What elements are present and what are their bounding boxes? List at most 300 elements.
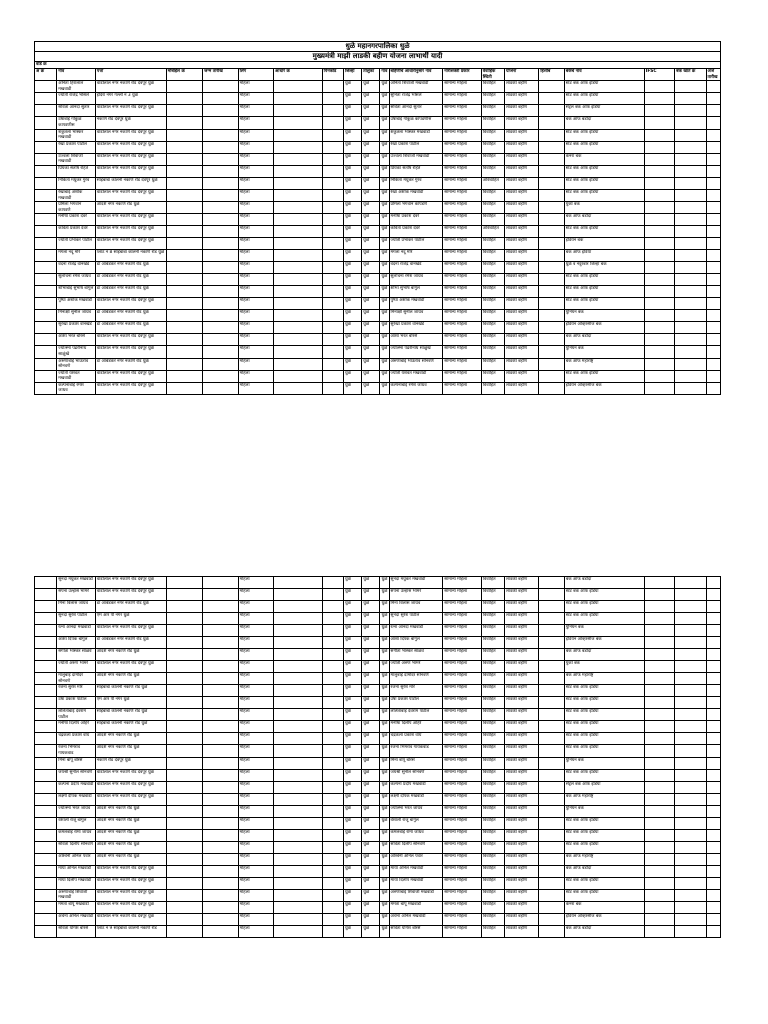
cell-village: धुळे: [380, 202, 389, 214]
cell-nari: सामान्य महिला: [443, 226, 481, 238]
cell-empty: [675, 577, 706, 589]
cell-empty: [35, 141, 57, 153]
cell-empty: [35, 661, 57, 673]
cell-empty: [35, 577, 57, 589]
cell-empty: [322, 637, 343, 649]
cell-empty: [675, 189, 706, 201]
cell-bank: बँक ऑफ बडोदा: [564, 865, 644, 877]
cell-empty: [35, 709, 57, 721]
cell-empty: [35, 625, 57, 637]
cell-bank: स्टेट बँक ऑफ इंडिया: [564, 841, 644, 853]
cell-aadhaar-name: मालुबाई दामोदर सोनवणे: [389, 673, 443, 685]
cell-district: धुळे: [343, 745, 361, 757]
table-row: [35, 613, 721, 625]
cell-address: आदर्श नगर नकाणे रोड धुळे: [95, 841, 166, 853]
cell-empty: [644, 865, 674, 877]
cell-scheme: लाडकी बहीण: [505, 733, 539, 745]
sheet2-body: [35, 577, 721, 938]
cell-empty: [322, 358, 343, 370]
cell-district: धुळे: [343, 165, 361, 177]
cell-empty: [675, 286, 706, 298]
cell-taluka: धुळे: [362, 889, 380, 901]
cell-nari: सामान्य महिला: [443, 238, 481, 250]
cell-address: आदर्श नगर नकाणे रोड धुळे: [95, 202, 166, 214]
cell-aadhaar-name: कविता प्रकाश देवरे: [389, 226, 443, 238]
cell-nari: सामान्य महिला: [443, 274, 481, 286]
cell-marital: विवाहित: [481, 745, 504, 757]
cell-bank: इंडियन ओव्हरसीज बँक: [564, 382, 644, 394]
cell-name: अरुणाबाई शिवाजी मखवाडी: [57, 889, 96, 901]
cell-empty: [675, 202, 706, 214]
col-dob: जन्म तारीख: [203, 69, 238, 81]
cell-address: वाडीलाल नगर नकाणे रोड देवपूर धुळे: [95, 901, 166, 913]
cell-empty: [644, 913, 674, 925]
cell-aadhaar-name: आशा भरत बोरसे: [389, 334, 443, 346]
cell-empty: [706, 165, 720, 177]
cell-aadhaar-name: कमलबाई रामा जाधव: [389, 829, 443, 841]
cell-gender: महिला: [238, 805, 273, 817]
cell-empty: [675, 841, 706, 853]
cell-empty: [322, 709, 343, 721]
cell-address: आदर्श नगर नकाणे रोड धुळे: [95, 649, 166, 661]
cell-district: धुळे: [343, 721, 361, 733]
cell-village: धुळे: [380, 865, 389, 877]
cell-empty: [274, 370, 323, 382]
cell-district: धुळे: [343, 298, 361, 310]
cell-taluka: धुळे: [362, 81, 380, 93]
cell-name: रंजना भिमराव गायकवाड: [57, 745, 96, 757]
cell-address: नकाणे रोड देवपूर धुळे: [95, 117, 166, 129]
table-row: [35, 769, 721, 781]
cell-empty: [322, 589, 343, 601]
cell-empty: [322, 721, 343, 733]
cell-name: मंगला नंदू मोरे: [57, 250, 95, 262]
cell-empty: [675, 745, 706, 757]
cell-name: कमलबाई रामा जाधव: [57, 829, 96, 841]
cell-taluka: धुळे: [362, 625, 380, 637]
cell-empty: [539, 250, 564, 262]
cell-taluka: धुळे: [362, 250, 380, 262]
cell-empty: [706, 81, 720, 93]
cell-empty: [675, 829, 706, 841]
cell-empty: [539, 334, 564, 346]
cell-empty: [539, 117, 564, 129]
cell-empty: [166, 274, 202, 286]
cell-bank: युनियन बँक: [564, 346, 644, 358]
cell-district: धुळे: [343, 189, 361, 201]
cell-empty: [322, 685, 343, 697]
cell-marital: विवाहित: [481, 625, 504, 637]
cell-village: धुळे: [380, 841, 389, 853]
cell-nari: सामान्य महिला: [443, 250, 481, 262]
table-row: [35, 153, 721, 165]
cell-empty: [675, 93, 706, 105]
cell-nari: सामान्य महिला: [443, 189, 481, 201]
cell-empty: [274, 589, 323, 601]
cell-empty: [35, 805, 57, 817]
cell-aadhaar-name: लक्ष्मी दीपक मखवाडी: [389, 793, 443, 805]
cell-empty: [166, 129, 202, 141]
cell-empty: [644, 877, 674, 889]
cell-aadhaar-name: कल्पना प्रदीप मखवाडी: [389, 781, 443, 793]
table-row: [35, 214, 721, 226]
cell-marital: विवाहित: [481, 93, 504, 105]
cell-name: लक्ष्मी दीपक मखवाडी: [57, 793, 96, 805]
cell-empty: [203, 901, 238, 913]
cell-empty: [539, 673, 564, 685]
cell-empty: [274, 117, 323, 129]
cell-empty: [203, 274, 238, 286]
cell-district: धुळे: [343, 757, 361, 769]
cell-taluka: धुळे: [362, 286, 380, 298]
cell-name: संगीता भास्कर साळवे: [57, 649, 96, 661]
cell-empty: [675, 625, 706, 637]
table-row: [35, 177, 721, 189]
cell-name: कविता प्रकाश देवरे: [57, 226, 95, 238]
cell-taluka: धुळे: [362, 877, 380, 889]
cell-bank: कॅनरा बँक: [564, 901, 644, 913]
cell-empty: [322, 601, 343, 613]
cell-gender: महिला: [238, 129, 273, 141]
cell-address: वाडीलाल नगर नकाणे रोड देवपूर धुळे: [95, 370, 166, 382]
cell-name: उषा प्रकाश पाटील: [57, 697, 96, 709]
cell-gender: महिला: [238, 298, 273, 310]
cell-empty: [274, 105, 323, 117]
cell-aadhaar-name: मनीषा दिलीप अहिरे: [389, 721, 443, 733]
cell-gender: महिला: [238, 661, 273, 673]
cell-empty: [706, 685, 720, 697]
cell-district: धुळे: [343, 129, 361, 141]
scheme-title: मुख्यमंत्री माझी लाडकी बहीण योजना लाभार्थी यादी: [312, 52, 443, 60]
cell-scheme: लाडकी बहीण: [504, 382, 538, 394]
cell-empty: [675, 637, 706, 649]
cell-empty: [203, 709, 238, 721]
table-row: [35, 793, 721, 805]
cell-bank: सेंट्रल बँक ऑफ इंडिया: [564, 105, 644, 117]
cell-bank: बँक ऑफ महाराष्ट्र: [564, 673, 644, 685]
cell-gender: महिला: [238, 913, 273, 925]
cell-marital: विवाहित: [481, 153, 504, 165]
cell-address: वाडीलाल नगर नकाणे रोड देवपूर धुळे: [95, 214, 166, 226]
cell-village: धुळे: [380, 625, 389, 637]
cell-empty: [166, 358, 202, 370]
cell-empty: [644, 274, 674, 286]
cell-empty: [166, 673, 202, 685]
cell-empty: [706, 805, 720, 817]
cell-bank: बँक ऑफ बडोदा: [564, 117, 644, 129]
cell-empty: [706, 721, 720, 733]
cell-village: धुळे: [380, 757, 389, 769]
cell-bank: स्टेट बँक ऑफ इंडिया: [564, 769, 644, 781]
table-row: [35, 757, 721, 769]
cell-aadhaar-name: रेखा अशोक मखवाडी: [389, 189, 443, 201]
cell-empty: [322, 733, 343, 745]
cell-empty: [322, 745, 343, 757]
table-row: [35, 781, 721, 793]
cell-marital: विवाहित: [481, 841, 504, 853]
cell-empty: [644, 105, 674, 117]
cell-district: धुळे: [343, 382, 361, 394]
cell-gender: महिला: [238, 829, 273, 841]
cell-taluka: धुळे: [362, 901, 380, 913]
cell-empty: [644, 685, 674, 697]
table-row: [35, 165, 721, 177]
cell-empty: [644, 238, 674, 250]
cell-district: धुळे: [343, 865, 361, 877]
cell-empty: [644, 733, 674, 745]
cell-marital: विवाहित: [481, 721, 504, 733]
cell-village: धुळे: [380, 117, 389, 129]
cell-name: वैशाली राजू बागुल: [57, 817, 96, 829]
cell-empty: [274, 334, 323, 346]
cell-name: ललिताबाई देवराम पाटील: [57, 709, 96, 721]
cell-empty: [274, 733, 323, 745]
cell-name: रंजना सुरेश मोरे: [57, 685, 96, 697]
cell-taluka: धुळे: [362, 841, 380, 853]
cell-scheme: लाडकी बहीण: [504, 262, 538, 274]
cell-aadhaar-name: अरुणाबाई भाऊराव सोनवणे: [389, 358, 443, 370]
cell-nari: सामान्य महिला: [443, 177, 481, 189]
cell-marital: विवाहित: [481, 334, 504, 346]
cell-district: धुळे: [343, 925, 361, 937]
cell-empty: [274, 673, 323, 685]
cell-name: मालुबाई दामोदर सोनवणे: [57, 673, 96, 685]
cell-aadhaar-name: ज्योती अरुण भामरे: [389, 661, 443, 673]
cell-bank: स्टेट बँक ऑफ इंडिया: [564, 286, 644, 298]
cell-empty: [322, 189, 343, 201]
cell-empty: [706, 913, 720, 925]
table-row: [35, 601, 721, 613]
cell-empty: [166, 105, 202, 117]
cell-empty: [539, 625, 564, 637]
cell-taluka: धुळे: [362, 649, 380, 661]
cell-nari: सामान्य महिला: [443, 81, 481, 93]
cell-empty: [644, 829, 674, 841]
cell-marital: विवाहित: [481, 238, 504, 250]
cell-empty: [644, 214, 674, 226]
cell-marital: विवाहित: [481, 697, 504, 709]
cell-empty: [35, 81, 57, 93]
cell-nari: सामान्य महिला: [443, 165, 481, 177]
cell-empty: [539, 310, 564, 322]
cell-scheme: लाडकी बहीण: [504, 358, 538, 370]
cell-scheme: लाडकी बहीण: [505, 901, 539, 913]
cell-empty: [35, 177, 57, 189]
cell-empty: [539, 697, 564, 709]
cell-empty: [35, 153, 57, 165]
cell-address: आदर्श नगर नकाणे रोड धुळे: [95, 673, 166, 685]
cell-bank: स्टेट बँक ऑफ इंडिया: [564, 165, 644, 177]
cell-taluka: धुळे: [362, 865, 380, 877]
cell-empty: [539, 577, 564, 589]
cell-empty: [203, 189, 238, 201]
cell-empty: [539, 129, 564, 141]
cell-marital: विवाहित: [481, 370, 504, 382]
cell-empty: [203, 141, 238, 153]
cell-scheme: लाडकी बहीण: [505, 709, 539, 721]
cell-nari: सामान्य महिला: [443, 202, 481, 214]
cell-empty: [274, 829, 323, 841]
cell-bank: स्टेट बँक ऑफ इंडिया: [564, 129, 644, 141]
cell-taluka: धुळे: [362, 637, 380, 649]
cell-scheme: लाडकी बहीण: [504, 165, 538, 177]
cell-nari: सामान्य महिला: [443, 322, 481, 334]
cell-empty: [539, 274, 564, 286]
cell-empty: [274, 310, 323, 322]
cell-taluka: धुळे: [362, 853, 380, 865]
cell-gender: महिला: [238, 165, 273, 177]
cell-empty: [166, 721, 202, 733]
cell-empty: [322, 793, 343, 805]
cell-district: धुळे: [343, 709, 361, 721]
cell-empty: [322, 382, 343, 394]
cell-scheme: लाडकी बहीण: [505, 637, 539, 649]
cell-nari: सामान्य महिला: [443, 685, 482, 697]
cell-gender: महिला: [238, 286, 273, 298]
table-row: [35, 262, 721, 274]
cell-scheme: लाडकी बहीण: [504, 334, 538, 346]
cell-empty: [675, 769, 706, 781]
cell-bank: स्टेट बँक ऑफ इंडिया: [564, 177, 644, 189]
cell-empty: [166, 793, 202, 805]
cell-district: धुळे: [343, 286, 361, 298]
cell-empty: [166, 697, 202, 709]
table-row: [35, 745, 721, 757]
cell-nari: सामान्य महिला: [443, 577, 482, 589]
cell-gender: महिला: [238, 189, 273, 201]
cell-marital: विवाहित: [481, 649, 504, 661]
cell-empty: [539, 745, 564, 757]
cell-aadhaar-name: रेखा प्रकाश पाटील: [389, 141, 443, 153]
cell-address: वाडीलाल नगर नकाणे रोड देवपूर धुळे: [95, 238, 166, 250]
col-mobile: मोबाईल क्र: [166, 69, 202, 81]
cell-empty: [166, 685, 202, 697]
cell-empty: [706, 757, 720, 769]
cell-name: मनीषा दिलीप अहिरे: [57, 721, 96, 733]
cell-empty: [644, 346, 674, 358]
cell-empty: [539, 901, 564, 913]
cell-district: धुळे: [343, 637, 361, 649]
cell-empty: [203, 829, 238, 841]
cell-taluka: धुळे: [362, 661, 380, 673]
cell-name: अर्चना अनिल मखवाडी: [57, 913, 96, 925]
cell-taluka: धुळे: [362, 346, 380, 358]
cell-empty: [274, 805, 323, 817]
cell-village: धुळे: [380, 673, 389, 685]
cell-district: धुळे: [343, 781, 361, 793]
cell-district: धुळे: [343, 358, 361, 370]
cell-empty: [539, 214, 564, 226]
table-row: [35, 829, 721, 841]
cell-taluka: धुळे: [362, 153, 380, 165]
cell-aadhaar-name: रंजना भिमराव गायकवाड: [389, 745, 443, 757]
cell-village: धुळे: [380, 877, 389, 889]
cell-empty: [644, 781, 674, 793]
cell-empty: [539, 865, 564, 877]
cell-empty: [706, 226, 720, 238]
cell-village: धुळे: [380, 226, 389, 238]
cell-gender: महिला: [238, 817, 273, 829]
cell-address: नकाणे रोड देवपूर धुळे: [95, 757, 166, 769]
cell-empty: [706, 105, 720, 117]
cell-empty: [203, 601, 238, 613]
cell-district: धुळे: [343, 141, 361, 153]
cell-empty: [706, 817, 720, 829]
cell-bank: धुळे व नंदुरबार जिल्हा बँक: [564, 262, 644, 274]
cell-empty: [35, 334, 57, 346]
cell-empty: [539, 226, 564, 238]
cell-empty: [274, 877, 323, 889]
cell-aadhaar-name: माया अनिल मखवाडी: [389, 865, 443, 877]
cell-name: ज्योती यशवंत मखवाडी: [57, 370, 95, 382]
cell-district: धुळे: [343, 697, 361, 709]
cell-empty: [706, 853, 720, 865]
cell-scheme: लाडकी बहीण: [504, 153, 538, 165]
cell-empty: [35, 829, 57, 841]
cell-nari: सामान्य महिला: [443, 925, 482, 937]
cell-taluka: धुळे: [362, 733, 380, 745]
cell-empty: [706, 262, 720, 274]
cell-empty: [539, 93, 564, 105]
cell-village: धुळे: [380, 601, 389, 613]
cell-marital: विवाहित: [481, 262, 504, 274]
cell-address: साईबाबा कॉलनी नकाणे रोड धुळे: [95, 721, 166, 733]
cell-aadhaar-name: जयश्री सुनील सोनवणे: [389, 769, 443, 781]
cell-bank: युनियन बँक: [564, 805, 644, 817]
cell-nari: सामान्य महिला: [443, 673, 482, 685]
cell-taluka: धुळे: [362, 322, 380, 334]
cell-nari: सामान्य महिला: [443, 93, 481, 105]
cell-empty: [675, 613, 706, 625]
cell-empty: [274, 601, 323, 613]
cell-district: धुळे: [343, 625, 361, 637]
cell-empty: [322, 649, 343, 661]
cell-marital: विवाहित: [481, 382, 504, 394]
cell-village: धुळे: [380, 214, 389, 226]
cell-scheme: लाडकी बहीण: [505, 613, 539, 625]
cell-scheme: लाडकी बहीण: [505, 793, 539, 805]
cell-name: आशा दिपक बागुल: [57, 637, 96, 649]
cell-address: प्लॉट नं 9 साईबाबा कॉलनी नकाणे रोड: [95, 925, 166, 937]
cell-empty: [706, 117, 720, 129]
cell-empty: [539, 298, 564, 310]
cell-taluka: धुळे: [362, 589, 380, 601]
cell-bank: स्टेट बँक ऑफ इंडिया: [564, 589, 644, 601]
cell-empty: [274, 250, 323, 262]
cell-empty: [644, 853, 674, 865]
cell-address: डॉ आंबेडकर नगर नकाणे रोड धुळे: [95, 286, 166, 298]
cell-empty: [274, 298, 323, 310]
cell-empty: [322, 781, 343, 793]
cell-empty: [35, 165, 57, 177]
cell-empty: [166, 202, 202, 214]
cell-nari: सामान्य महिला: [443, 841, 482, 853]
cell-empty: [706, 625, 720, 637]
column-header-row: [35, 69, 721, 81]
cell-bank: स्टेट बँक ऑफ इंडिया: [564, 93, 644, 105]
cell-empty: [166, 238, 202, 250]
cell-aadhaar-name: मिना विलास जाधव: [389, 601, 443, 613]
cell-aadhaar-name: संगीता भास्कर साळवे: [389, 649, 443, 661]
cell-gender: महिला: [238, 793, 273, 805]
cell-empty: [203, 733, 238, 745]
table-row: [35, 673, 721, 685]
cell-nari: सामान्य महिला: [443, 370, 481, 382]
cell-taluka: धुळे: [362, 925, 380, 937]
cell-aadhaar-name: सुनिता राजेंद्र भोसले: [389, 93, 443, 105]
cell-empty: [706, 697, 720, 709]
cell-marital: विवाहित: [481, 865, 504, 877]
